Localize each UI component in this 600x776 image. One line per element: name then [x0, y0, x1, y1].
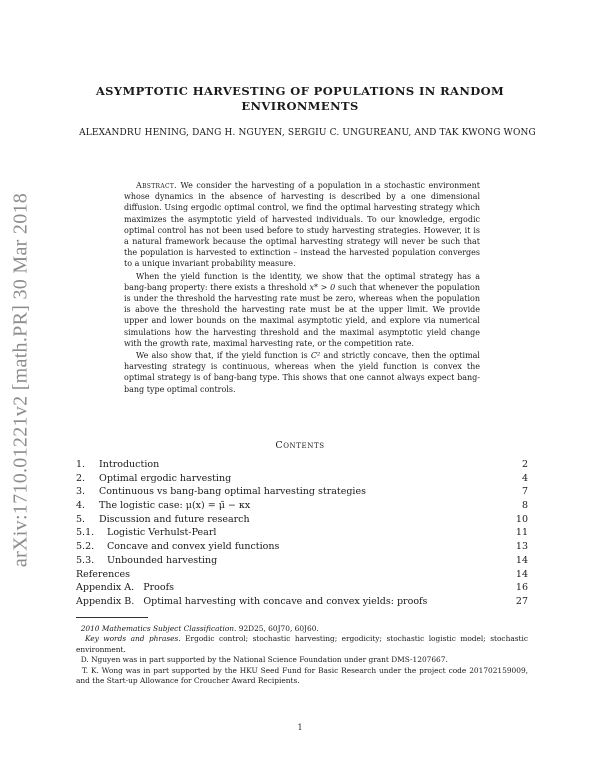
- toc-entry[interactable]: [76, 540, 528, 554]
- toc-title: Continuous vs bang-bang optimal harvesting strategies: [99, 486, 366, 498]
- abstract-text-1: We consider the harvesting of a population in a stochastic environment whose dynamics in the absence of harvesting is described by a one dimensional diffusion. Using ergodic optimal control, we find the optimal harvesting strategy which maximizes the asymptotic yield of harvested individuals. To our knowledge, ergodic optimal control has not been used before to study harvesting strategies. However, it is a natural framework because the optimal harvesting strategy will never be such that the population is harvested to extinction – instead the harvested population converges to a unique invariant probability measure.: [124, 181, 480, 269]
- toc-title: Concave and convex yield functions: [107, 541, 280, 553]
- abstract-paragraph-2: [124, 271, 480, 349]
- toc-entry[interactable]: [76, 458, 528, 472]
- abstract-text-2b: such that whenever the population is under the threshold the harvesting rate must be zero, whereas when the population is above the threshold the harvesting rate must be at the upper limit. We provide upper and lower bounds on the maximal asymptotic yield, and explore via numerical simulations how the harvesting threshold and the maximal asymptotic yield change with the growth rate, maximal harvesting rate, or the competition rate.: [124, 282, 481, 348]
- footnotes: [76, 624, 528, 686]
- threshold-math: x* > 0: [309, 282, 336, 292]
- toc-page: 27: [515, 595, 528, 607]
- paper-title-line-1: ASYMPTOTIC HARVESTING OF POPULATIONS IN RANDOM: [95, 84, 505, 98]
- keywords-label: Key words and phrases.: [84, 634, 181, 644]
- toc-title: Discussion and future research: [99, 513, 250, 525]
- toc-number: 2.: [76, 472, 86, 484]
- toc-entry[interactable]: [76, 554, 528, 568]
- footnote-wong-funding: [76, 666, 528, 687]
- footnote-divider: [76, 617, 148, 618]
- footnote-msc: [76, 624, 528, 634]
- abstract-text-3b: and strictly concave, then the optimal harvesting strategy is continuous, whereas when the yield function is convex the optimal strategy is of bang-bang type. This shows that one cannot always expect bang-bang type optimal controls.: [124, 351, 480, 394]
- toc-page: 13: [515, 541, 528, 553]
- nguyen-funding-text: D. Nguyen was in part supported by the National Science Foundation under grant DMS-1207667.: [80, 655, 448, 665]
- abstract-text-3a: We also show that, if the yield function is: [136, 351, 311, 361]
- page-number: 1: [297, 723, 303, 732]
- footnote-nguyen-funding: [76, 655, 528, 665]
- toc-page: 4: [521, 472, 528, 484]
- paper-title: [70, 84, 530, 114]
- c2-math: C²: [310, 351, 321, 361]
- toc-number: Appendix B.: [76, 595, 135, 607]
- toc-number: 3.: [76, 486, 86, 498]
- toc-number: 5.: [76, 513, 86, 525]
- abstract: [124, 180, 480, 395]
- toc-title: Logistic Verhulst-Pearl: [107, 527, 217, 539]
- msc-value: 92D25, 60J70, 60J60.: [236, 624, 319, 633]
- toc-page: 7: [521, 486, 528, 498]
- toc-number: 5.3.: [76, 554, 95, 566]
- toc-title: Proofs: [143, 582, 174, 594]
- msc-label: 2010 Mathematics Subject Classification.: [80, 624, 237, 633]
- toc-title: Optimal harvesting with concave and convex yields: proofs: [143, 595, 428, 607]
- toc-page: 11: [515, 527, 528, 539]
- footnote-keywords: [76, 634, 528, 655]
- keywords-value: Ergodic control; stochastic harvesting; ergodicity; stochastic logistic model; stochastic environment.: [76, 634, 528, 654]
- toc-page: 16: [515, 582, 528, 594]
- wong-funding-text: T. K. Wong was in part supported by the HKU Seed Fund for Basic Research under the project code 201702159009, and the Start-up Allowance for Croucher Award Recipients.: [76, 665, 528, 686]
- toc-entry[interactable]: [76, 513, 528, 527]
- toc-number: 5.2.: [76, 541, 95, 553]
- contents-heading: Contents: [275, 440, 325, 451]
- toc-page: 14: [515, 554, 528, 566]
- toc-entry[interactable]: [76, 568, 528, 582]
- toc-entry[interactable]: [76, 499, 528, 513]
- toc-number: 4.: [76, 500, 86, 512]
- toc-entry[interactable]: [76, 595, 528, 609]
- toc-page: 14: [515, 568, 528, 580]
- arxiv-identifier-stamp: [6, 190, 36, 570]
- toc-title: Introduction: [99, 459, 160, 470]
- author-list: ALEXANDRU HENING, DANG H. NGUYEN, SERGIU C. UNGUREANU, AND TAK KWONG WONG: [79, 128, 536, 138]
- toc-entry[interactable]: [76, 526, 528, 540]
- toc-number: Appendix A.: [76, 582, 135, 594]
- toc-page: 2: [521, 459, 528, 470]
- abstract-paragraph-3: [124, 350, 480, 395]
- arxiv-identifier-text: arXiv:1710.01221v2 [math.PR] 30 Mar 2018: [9, 192, 32, 568]
- toc-number: 5.1.: [76, 527, 95, 539]
- toc-page: 8: [521, 500, 528, 512]
- abstract-text-2a: When the yield function is the identity, we show that the optimal strategy has a bang-bang property: there exists a threshold: [124, 271, 480, 292]
- abstract-heading: Abstract.: [136, 181, 177, 190]
- toc-title: References: [76, 568, 131, 580]
- table-of-contents: [76, 458, 528, 609]
- toc-number: 1.: [76, 459, 86, 470]
- toc-entry[interactable]: [76, 472, 528, 486]
- toc-page: 10: [515, 513, 528, 525]
- toc-title: Optimal ergodic harvesting: [99, 472, 232, 484]
- toc-entry[interactable]: [76, 581, 528, 595]
- toc-entry[interactable]: [76, 485, 528, 499]
- abstract-paragraph-1: [124, 180, 480, 270]
- toc-title: The logistic case: μ(x) = μ̄ − κx: [99, 500, 251, 512]
- toc-title: Unbounded harvesting: [107, 554, 218, 566]
- paper-title-line-2: ENVIRONMENTS: [241, 99, 359, 113]
